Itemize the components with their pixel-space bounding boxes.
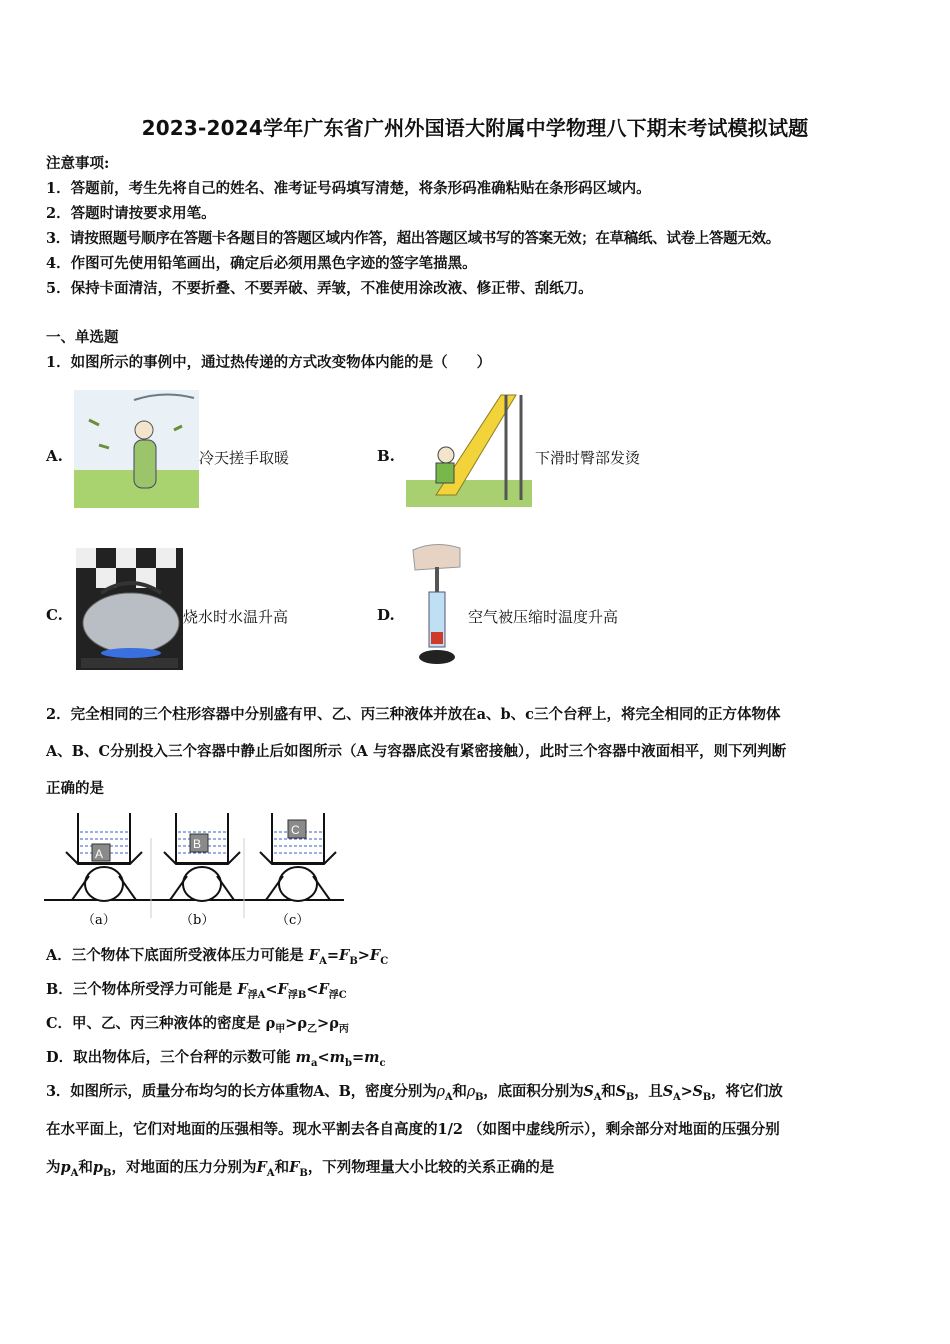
- containers-on-scales-figure: [44, 808, 349, 930]
- q2-option-b: B．三个物体所受浮力可能是 $F_{浮A}<F_{浮B}<F_{浮C}$: [46, 981, 347, 1001]
- block-label-b: B: [193, 837, 202, 851]
- figure-label-a: （a）: [82, 913, 116, 928]
- section-heading: 一、单选题: [46, 329, 119, 346]
- page-title: 2023-2024学年广东省广州外国语大附属中学物理八下期末考试模拟试题: [141, 116, 809, 140]
- question-2-stem: 正确的是: [46, 780, 104, 797]
- notice-item: 4．作图可先使用铅笔画出，确定后必须用黑色字迹的签字笔描黑。: [46, 255, 477, 272]
- illustration-air-compression: [405, 542, 467, 670]
- q2-option-d: D．取出物体后，三个台秤的示数可能 $m_a<m_b=m_c$: [46, 1049, 386, 1069]
- option-d-caption: 空气被压缩时温度升高: [468, 608, 619, 626]
- figure-label-c: （c）: [276, 913, 310, 928]
- block-label-a: A: [95, 847, 104, 861]
- question-3-stem: 3．如图所示，质量分布均匀的长方体重物A、B，密度分别为$\rho_A$和$\rho_B$，底面积分别为$S_A$和$S_B$，且$S_A>S_B$，将它们放: [46, 1083, 783, 1103]
- q2-option-a: A．三个物体下底面所受液体压力可能是 $F_A=F_B>F_C$: [46, 947, 389, 967]
- illustration-kettle: [76, 548, 183, 670]
- option-a-caption: 冷天搓手取暖: [199, 449, 290, 467]
- option-c-caption: 烧水时水温升高: [183, 608, 289, 626]
- option-d-letter: D.: [377, 606, 395, 624]
- option-b-letter: B.: [377, 447, 395, 465]
- option-c-letter: C.: [46, 606, 63, 624]
- question-2-stem: 2．完全相同的三个柱形容器中分别盛有甲、乙、丙三种液体并放在a、b、c三个台秤上，将完全相同的正方体物体: [46, 706, 781, 723]
- illustration-slide: [406, 385, 532, 507]
- notice-heading: 注意事项:: [46, 155, 110, 172]
- figure-label-b: （b）: [180, 913, 215, 928]
- question-2-stem: A、B、C分别投入三个容器中静止后如图所示（A 与容器底没有紧密接触），此时三个容器中液面相平，则下列判断: [46, 743, 787, 760]
- question-1-stem: 1．如图所示的事例中，通过热传递的方式改变物体内能的是（ ）: [46, 354, 492, 371]
- question-3-stem: 在水平面上，它们对地面的压强相等。现水平割去各自高度的1/2 （如图中虚线所示），剩余部分对地面的压强分别: [46, 1121, 780, 1138]
- notice-item: 3．请按照题号顺序在答题卡各题目的答题区域内作答，超出答题区域书写的答案无效；在草稿纸、试卷上答题无效。: [46, 230, 780, 247]
- q2-option-c: C．甲、乙、丙三种液体的密度是 $\rho_甲>\rho_乙>\rho_丙$: [46, 1015, 349, 1035]
- block-label-c: C: [291, 823, 300, 837]
- notice-item: 1．答题前，考生先将自己的姓名、准考证号码填写清楚，将条形码准确粘贴在条形码区域内。: [46, 180, 651, 197]
- option-a-letter: A.: [46, 447, 63, 465]
- notice-item: 2．答题时请按要求用笔。: [46, 205, 216, 222]
- question-3-stem: 为$p_A$和$p_B$，对地面的压力分别为$F_A$和$F_B$，下列物理量大小比较的关系正确的是: [46, 1159, 555, 1179]
- notice-item: 5．保持卡面清洁，不要折叠、不要弄破、弄皱，不准使用涂改液、修正带、刮纸刀。: [46, 280, 593, 297]
- illustration-rubbing-hands: [74, 390, 199, 508]
- option-b-caption: 下滑时臀部发烫: [535, 449, 641, 467]
